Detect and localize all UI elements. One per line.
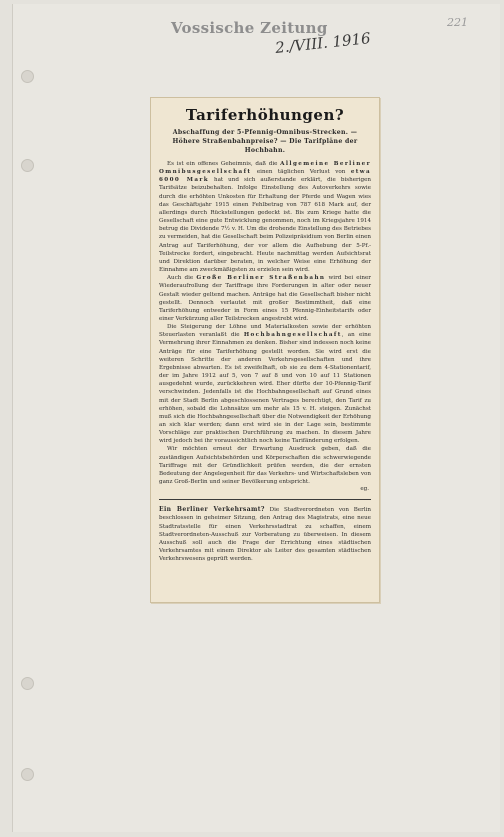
company-name: Allgemeine Berliner Omnibusgesellschaft bbox=[159, 161, 371, 176]
punch-hole bbox=[21, 677, 34, 690]
second-item-paragraph: Ein Berliner Verkehrsamt? Die Stadtverordneten von Berlin beschlossen in geheimer Sitzung, den Antrag des Magistrats, eine neue Stadtratsstelle für einen Verkehrsstadtrat zu schaffen, einem Stadtverordneten-Ausschuß zur Vorberatung zu überweisen. In diesem Ausschuß soll auch die Frage der Errichtung eines städtischen Verkehrsamtes mit einem Direktor als Leiter des gesamten städtischen Verkehrswesens geprüft werden. bbox=[159, 506, 372, 563]
amount: etwa 6000 Mark bbox=[159, 169, 371, 184]
article-subtitle: Abschaffung der 5-Pfennig-Omnibus-Strecken. — Höhere Straßenbahnpreise? — Die Tarifpläne der Hochbahn. bbox=[172, 129, 358, 154]
second-item-lead: Ein Berliner Verkehrsamt? bbox=[159, 506, 265, 514]
company-name: Hochbahngesellschaft bbox=[243, 332, 342, 339]
company-name: Große Berliner Straßenbahn bbox=[196, 275, 326, 282]
divider bbox=[159, 499, 371, 500]
article-title: Tariferhöhungen? bbox=[185, 106, 345, 124]
article-paragraph: Die Steigerung der Löhne und Materialkosten sowie der erhöhten Steuerlasten veranlaßt die Hochbahngesellschaft, an eine Vermehrung ihrer Einnahmen zu denken. Bisher sind indessen noch keine Anträge für eine Tariferhöhung gestellt worden. Sie wird erst die weiteren Schritte der anderen Verkehrsgesellschaften und ihre Ergebnisse abwarten. Es ist zweifelhaft, ob sie zu dem 4-Stationentarif, der im Jahre 1912 auf 5, von 7 auf 8 und von 10 auf 11 Stationen ausgedehnt wurde, zurückkehren wird. Eher dürfte der 10-Pfennig-Tarif verschwinden. Jedenfalls ist die Hochbahngesellschaft auf Grund eines mit der Stadt Berlin abgeschlossenen Vertrages berechtigt, den Tarif zu erhöhen, sobald die Lohnsätze um mehr als 15 v. H. steigen. Zunächst muß sich die Hochbahngesellschaft über die Notwendigkeit der Erhöhung an sich klar werden; dann erst wird sie in der Lage sein, bestimmte Vorschläge zur praktischen Durchführung zu machen. In diesem Jahre wird jedoch bei ihr voraussichtlich noch keine Tarifänderung erfolgen. bbox=[159, 324, 371, 445]
archive-number: 221 bbox=[447, 16, 468, 29]
newspaper-clipping bbox=[150, 97, 380, 603]
newspaper-stamp: Vossische Zeitung bbox=[171, 19, 328, 37]
punch-hole bbox=[21, 159, 34, 172]
article-paragraph: Auch die Große Berliner Straßenbahn wird bei einer Wiederaufrollung der Tariffrage ihre Forderungen in alter oder neuer Gestalt wieder geltend machen. Anträge hat die Gesellschaft bisher nicht gestellt. Dennoch verlautet mit großer Bestimmtheit, daß eine Tariferhöhung entweder in Form eines 15 Pfennig-Einheitstarifs oder einer Verkürzung aller Teilstrecken angestrebt wird. bbox=[159, 275, 371, 322]
handwritten-date: 2./VIII. 1916 bbox=[274, 29, 372, 57]
article-paragraph: Es ist ein offenes Geheimnis, daß die Allgemeine Berliner Omnibusgesellschaft einen täglichen Verlust von etwa 6000 Mark hat und sich außerstande erklärt, die bisherigen Tarifsätze beizubehalten. Infolge Einstellung des Autoverkehrs sowie durch die erhöhten Unkosten für Erhaltung der Pferde und Wagen wies das Geschäftsjahr 1915 einen Fehlbetrag von 787 618 Mark auf, der allerdings durch Rückstellungen gedeckt ist. Bis zum Kriege hatte die Gesellschaft eine gute Entwicklung genommen, noch im Kriegsjahre 1914 betrug die Dividende 7½ v. H. Um die drohende Einstellung des Betriebes zu vermeiden, hat die Gesellschaft beim Polizeipräsidium von Berlin einen Antrag auf Tariferhöhung, der vor allem die Aufhebung der 5-Pf.-Teilstrecke fordert, eingebracht. Heute nachmittag werden Aufsichtsrat und Direktion darüber beraten, in welcher Weise eine Erhöhung der Einnahme am zweckmäßigsten zu erzielen sein wird. bbox=[159, 161, 371, 274]
article-paragraph: Wir möchten erneut der Erwartung Ausdruck geben, daß die zuständigen Aufsichtsbehörden und Körperschaften die schwerwiegende Tariffrage mit der Gründlichkeit prüfen werden, die der ernsten Bedeutung der Angelegenheit für das Verkehrs- und Wirtschaftsleben von ganz Groß-Berlin und seiner Bevölkerung entspricht. bbox=[159, 446, 371, 486]
punch-hole bbox=[21, 70, 34, 83]
punch-hole bbox=[21, 768, 34, 781]
author-signature: eg. bbox=[360, 486, 369, 493]
